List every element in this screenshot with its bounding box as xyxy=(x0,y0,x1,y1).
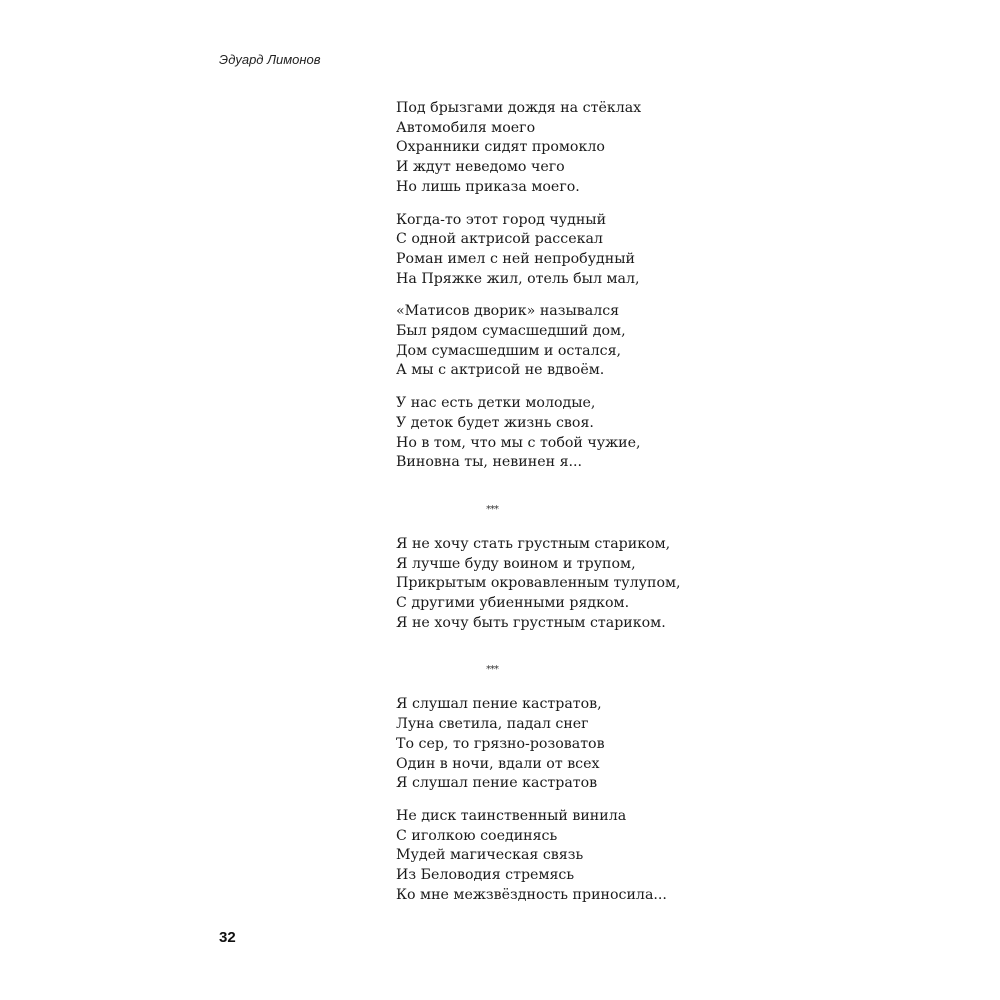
verse-line: Когда-то этот город чудный xyxy=(396,211,607,228)
poem-separator: *** xyxy=(486,503,498,515)
verse-line: Я не хочу стать грустным стариком, xyxy=(396,535,671,552)
stanza xyxy=(396,535,816,634)
stanza xyxy=(396,695,816,794)
verse-line: Но в том, что мы с тобой чужие, xyxy=(396,434,641,451)
verse-line: Виновна ты, невинен я... xyxy=(396,454,583,471)
verse-line: Из Беловодия стремясь xyxy=(396,867,575,884)
verse-line: Дом сумасшедшим и остался, xyxy=(396,342,622,359)
stanza xyxy=(396,394,816,473)
verse-line: Я слушал пение кастратов, xyxy=(396,696,602,713)
verse-line: Я не хочу быть грустным стариком. xyxy=(396,614,666,631)
verse-line: Роман имел с ней непробудный xyxy=(396,250,635,267)
poems-column xyxy=(396,99,816,906)
verse-line: Автомобиля моего xyxy=(396,119,536,136)
verse-line: Охранники сидят промокло xyxy=(396,139,605,156)
verse-line: Луна светила, падал снег xyxy=(396,716,589,733)
verse-line: У нас есть детки молодые, xyxy=(396,395,596,412)
verse-line: То сер, то грязно-розоватов xyxy=(396,735,605,752)
verse-line: У деток будет жизнь своя. xyxy=(396,414,594,431)
verse-line: С одной актрисой рассекал xyxy=(396,231,603,248)
verse-line: Ко мне межзвёздность приносила... xyxy=(396,886,667,903)
verse-line: С иголкою соединясь xyxy=(396,827,558,844)
stanza xyxy=(396,211,816,290)
stanza xyxy=(396,99,816,198)
verse-line: Прикрытым окровавленным тулупом, xyxy=(396,575,681,592)
verse-line: Я лучше буду воином и трупом, xyxy=(396,555,636,572)
page-number: 32 xyxy=(219,929,236,946)
verse-line: Не диск таинственный винила xyxy=(396,807,627,824)
verse-line: Под брызгами дождя на стёклах xyxy=(396,100,642,116)
verse-line: Был рядом сумасшедший дом, xyxy=(396,323,626,340)
verse-line: Мудей магическая связь xyxy=(396,847,584,864)
verse-line: С другими убиенными рядком. xyxy=(396,595,630,612)
poem-3 xyxy=(396,695,816,905)
stanza xyxy=(396,807,816,906)
verse-line: Один в ночи, вдали от всех xyxy=(396,755,600,772)
poem-2 xyxy=(396,535,816,634)
verse-line: «Матисов дворик» назывался xyxy=(396,303,620,320)
running-head: Эдуард Лимонов xyxy=(219,52,321,67)
verse-line: Но лишь приказа моего. xyxy=(396,178,580,195)
verse-line: Я слушал пение кастратов xyxy=(396,775,598,792)
poem-1 xyxy=(396,99,816,473)
verse-line: И ждут неведомо чего xyxy=(396,159,565,176)
verse-line: А мы с актрисой не вдвоём. xyxy=(396,362,605,379)
poem-separator: *** xyxy=(486,664,498,676)
verse-line: На Пряжке жил, отель был мал, xyxy=(396,270,640,287)
stanza xyxy=(396,302,816,381)
